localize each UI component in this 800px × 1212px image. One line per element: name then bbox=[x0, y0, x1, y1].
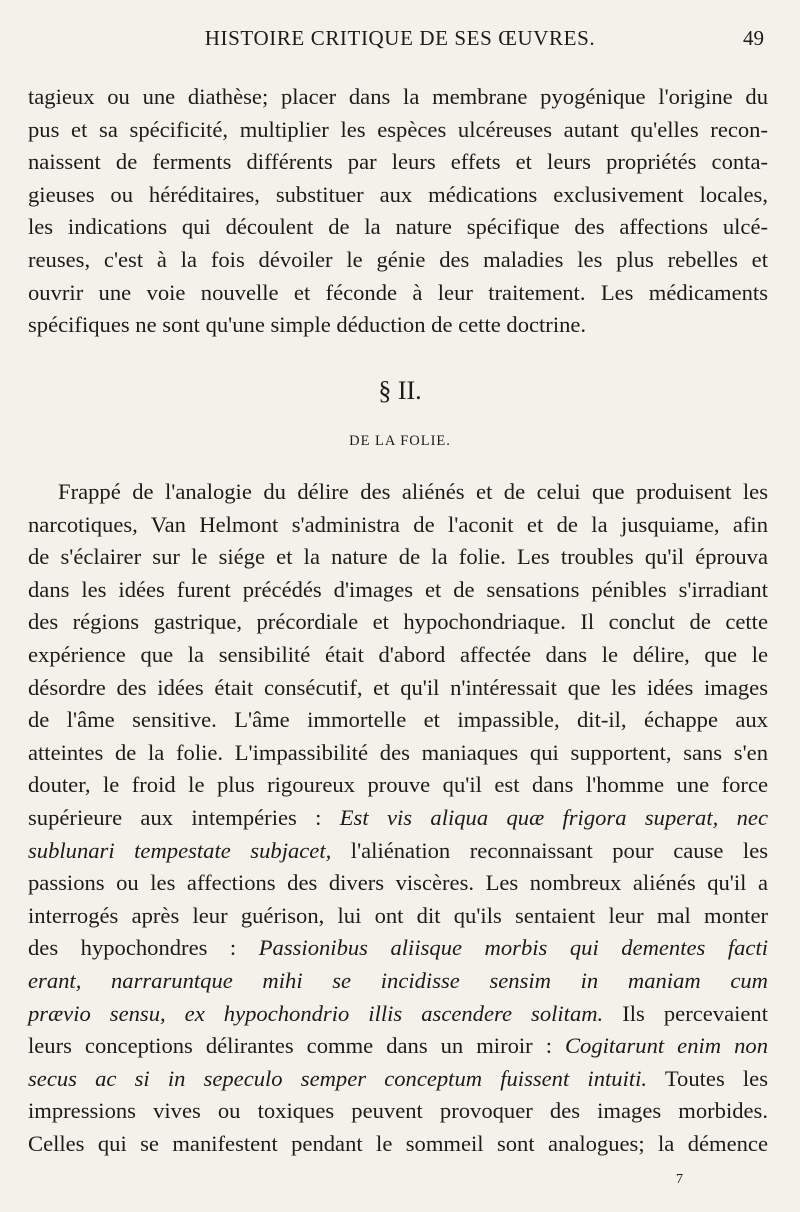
text-segment: leurs conceptions délirantes comme dans un miroir : bbox=[28, 1033, 565, 1059]
text-line bbox=[28, 802, 768, 835]
latin-quote: secus ac si in sepeculo semper conceptum fuissent intuiti. bbox=[28, 1065, 648, 1091]
text-line: désordre des idées était consécutif, et qu'il n'intéressait que les idées images bbox=[28, 674, 768, 700]
text-line: reuses, c'est à la fois dévoiler le génie des maladies les plus rebelles et bbox=[28, 246, 768, 272]
paragraph-1 bbox=[28, 81, 768, 342]
text-line: ouvrir une voie nouvelle et féconde à leur traitement. Les médicaments bbox=[28, 279, 768, 305]
text-line: passions ou les affections des divers viscères. Les nombreux aliénés qu'il a bbox=[28, 870, 768, 896]
text-segment: des hypochondres : bbox=[28, 935, 259, 961]
text-segment: supérieure aux intempéries : bbox=[28, 804, 340, 830]
text-line bbox=[28, 998, 768, 1031]
running-head bbox=[0, 26, 800, 56]
latin-quote: Passionibus aliisque morbis qui dementes facti bbox=[258, 935, 768, 961]
latin-quote: sublunari tempestate subjacet, bbox=[28, 837, 332, 863]
text-line: douter, le froid le plus rigoureux prouve qu'il est dans l'homme une force bbox=[28, 772, 768, 798]
text-line: interrogés après leur guérison, lui ont dit qu'ils sentaient leur mal monter bbox=[28, 902, 768, 928]
text-line bbox=[28, 835, 768, 868]
text-line: tagieux ou une diathèse; placer dans la membrane pyogénique l'origine du bbox=[28, 84, 768, 109]
paragraph-2 bbox=[28, 476, 768, 1160]
text-line bbox=[28, 1030, 768, 1063]
text-segment: Ils percevaient bbox=[603, 1000, 768, 1026]
text-line: pus et sa spécificité, multiplier les espèces ulcéreuses autant qu'elles recon- bbox=[28, 116, 768, 142]
text-line: atteintes de la folie. L'impassibilité des maniaques qui supportent, sans s'en bbox=[28, 739, 768, 765]
text-line: impressions vives ou toxiques peuvent provoquer des images morbides. bbox=[28, 1098, 768, 1124]
text-segment: Toutes les bbox=[647, 1065, 768, 1091]
text-line: des régions gastrique, précordiale et hypochondriaque. Il conclut de cette bbox=[28, 609, 768, 635]
latin-quote: prævio sensu, ex hypochondrio illis ascendere solitam. bbox=[28, 1000, 604, 1026]
section-title: DE LA FOLIE. bbox=[349, 433, 451, 449]
page-number: 49 bbox=[743, 26, 764, 50]
text-line bbox=[28, 965, 768, 998]
text-segment: l'aliénation reconnaissant pour cause les bbox=[331, 837, 769, 863]
text-line: gieuses ou héréditaires, substituer aux médications exclusivement locales, bbox=[28, 181, 768, 207]
latin-quote: Est vis aliqua quæ frigora superat, nec bbox=[339, 804, 768, 830]
latin-quote: erant, narraruntque mihi se incidisse sensim in maniam cum bbox=[28, 967, 768, 993]
text-line: les indications qui découlent de la nature spécifique des affections ulcé- bbox=[28, 214, 768, 240]
text-line bbox=[28, 932, 768, 965]
text-line bbox=[28, 1063, 768, 1096]
text-line: naissent de ferments différents par leurs effets et leurs propriétés conta- bbox=[28, 149, 768, 175]
text-line: Frappé de l'analogie du délire des aliénés et de celui que produisent les bbox=[58, 479, 768, 504]
text-line: spécifiques ne sont qu'une simple déduction de cette doctrine. bbox=[28, 312, 587, 338]
text-line: Celles qui se manifestent pendant le sommeil sont analogues; la démence bbox=[28, 1130, 768, 1156]
text-line: de l'âme sensitive. L'âme immortelle et impassible, dit-il, échappe aux bbox=[28, 707, 768, 733]
latin-quote: Cogitarunt enim non bbox=[564, 1033, 768, 1059]
running-title: HISTOIRE CRITIQUE DE SES ŒUVRES. bbox=[204, 26, 596, 50]
section-mark: § II. bbox=[378, 376, 422, 405]
text-line: de s'éclairer sur le siége et la nature de la folie. Les troubles qu'il éprouva bbox=[28, 544, 768, 570]
text-line: expérience que la sensibilité était d'abord affectée dans le délire, que le bbox=[28, 641, 768, 667]
signature-mark: 7 bbox=[676, 1172, 683, 1187]
text-line: dans les idées furent précédés d'images et de sensations pénibles s'irradiant bbox=[28, 576, 768, 602]
text-line: narcotiques, Van Helmont s'administra de l'aconit et de la jusquiame, afin bbox=[28, 511, 768, 537]
